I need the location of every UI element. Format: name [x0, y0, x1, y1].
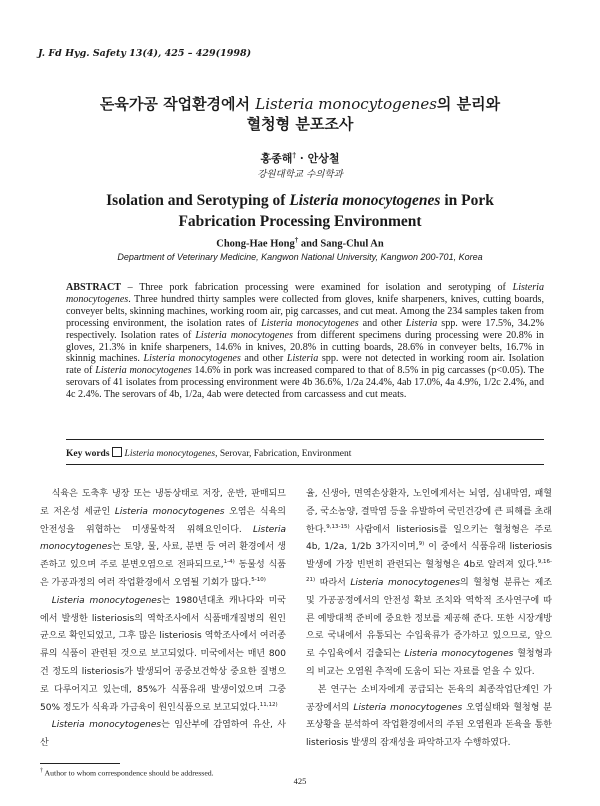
body-text: 율, 신생아, 면역손상환자, 노인에게서는 뇌염, 심내막염, 패혈증, 국소농양, 결막염 등을 유발하여 국민건강에 큰 피해를 초래한다.: [306, 489, 552, 535]
paragraph: [40, 486, 286, 593]
citation: 1-4): [223, 559, 235, 566]
keywords-bottom-divider: [66, 464, 544, 465]
body-text: 는 1980년대초 캐나다와 미국에서 발생한 listeriosis의 역학조사에서 식품매개질병의 원인균으로 확인되었고, 그후 많은 listeriosis 역학조사에서 여러종류의 식품이 관련된 것으로 보고되었다. 미국에서는 매년 800건 정도의 listeriosis가 발생되어 공중보건학상 중요한 질병으로 다루어지고 있는데, 85%가 식품유래 발생이었으며 그중 50% 정도가 식육과 가금육이 원인식품으로 보고되었다.: [40, 595, 286, 713]
english-title-text: in Pork: [440, 192, 494, 209]
species-name: Listeria monocytogenes: [143, 353, 241, 365]
korean-title-species: Listeria monocytogenes: [255, 95, 437, 113]
body-text: 는 임산부에 감염하여 유산, 사산: [40, 720, 286, 749]
keywords: [66, 447, 351, 459]
korean-authors: [40, 150, 560, 166]
species-name: Listeria monocytogenes: [114, 506, 225, 517]
body-text: 따라서: [315, 577, 351, 588]
species-name: Listeria: [405, 317, 438, 329]
korean-title-text: 돈육가공 작업환경에서: [99, 95, 256, 113]
body-text: 는 토양, 물, 사료, 분변 등 여러 환경에서 생존하고 있으며 주로 분변오염으로 전파되므로,: [40, 542, 286, 571]
body-text: 식육은 도축후 냉장 또는 냉동상태로 저장, 운반, 판매되므로 저온성 세균인: [40, 489, 286, 517]
abstract-text: from different specimens during processing were 20.8% in gloves, 21.3% in knife sharpeners, 14.6% in knives, 20.8% in cutting boards, 28.6% in conveyer belts, 16.7% in skinnig machines.: [66, 329, 544, 365]
species-name: Listeria monocytogenes: [261, 317, 359, 329]
korean-affiliation: 강원대학교 수의학과: [257, 169, 343, 180]
correspondence-mark: †: [292, 150, 297, 160]
journal-citation: J. Fd Hyg. Safety 13(4), 425 – 429(1998): [38, 48, 252, 59]
left-column: [40, 486, 286, 753]
species-name: Listeria monocytogenes: [353, 702, 463, 713]
species-name: Listeria monocytogenes: [404, 649, 514, 660]
species-name: Listeria monocytogenes: [95, 365, 192, 377]
english-authors: [40, 236, 560, 250]
correspondence-mark: †: [294, 236, 299, 244]
citation: 9,16-21): [306, 559, 552, 583]
species-name: Listeria monocytogenes: [40, 524, 286, 553]
author-1: Chong-Hae Hong: [216, 238, 295, 250]
keywords-top-divider: [66, 439, 544, 440]
english-affiliation: Department of Veterinary Medicine, Kangwon National University, Kangwon 200-701, Korea: [117, 252, 483, 262]
abstract: [66, 282, 544, 401]
species-name: Listeria monocytogenes: [195, 329, 293, 341]
body-text: 의 혈청형 분류는 제조 및 가공공정에서의 안전성 확보 조치와 역학적 조사연구에 따른 예방대책 준비에 중요한 정보를 제공해 준다. 또한 시장개방으로 국내에서 유통되는 수입육류가 증가하고 있으므로, 앞으로 수입육에서 검출되는: [306, 577, 552, 660]
abstract-text: 14.6% in pork was increased compared to that of 8.5% in pig carcasses (p<0.05). The serovars of 41 isolates from processing environment were 4b 36.6%, 1/2a 24.4%, 4ab 17.0%, 4a 4.9%, 1/2c 2.4%, and 4c 2.4%. The serovars of 4b, 1/2a, 4ab were detected from carcassess and cut meats.: [66, 365, 544, 401]
body-text: 오염실태와 혈청형 분포상황을 분석하여 작업환경에서의 주된 오염원과 돈육을 통한 listeriosis 발생의 잠재성을 파악하고자 수행하였다.: [306, 702, 552, 749]
citation: 5-10): [251, 576, 266, 583]
korean-title-text: 의 분리와: [436, 95, 501, 113]
page-number: 425: [293, 776, 307, 786]
footnote-divider: [40, 763, 120, 764]
abstract-heading: ABSTRACT: [66, 282, 121, 293]
korean-title: [40, 94, 560, 134]
citation: 9,13-15): [326, 523, 350, 530]
body-text: 혈청형과의 비교는 오염원 추적에 도움이 되는 자료를 얻을 수 있다.: [306, 649, 552, 677]
abstract-text: spp. were 17.5%, 34.2% respectively. Isolation rates of: [66, 317, 544, 341]
abstract-text: . Three hundred thirty samples were collected from gloves, knife sharpeners, knives, cutting boards, conveyer belts, skinning machines, working room air, pig carcasses, and cut meat. Among the 234 samples taken from processing environment, the isolation rates of: [66, 293, 544, 329]
keywords-rest: , Serovar, Fabrication, Environment: [215, 449, 352, 459]
keywords-label: Key words: [66, 449, 110, 459]
author-separator: ·: [296, 152, 308, 165]
body-text: 오염은 식육의 안전성을 위협하는 미생물학적 위해요인이다.: [40, 506, 286, 535]
footnote-text: Author to whom correspondence should be addressed.: [43, 768, 214, 778]
species-name: Listeria monocytogenes: [51, 595, 162, 606]
citation: 9): [418, 541, 425, 548]
abstract-text: spp. were not detected in working room air. Isolation rate of: [66, 353, 544, 377]
species-name: Listeria: [286, 353, 319, 365]
abstract-text: – Three pork fabrication processing were examined for isolation and serotyping of: [120, 282, 513, 293]
paragraph: [40, 717, 286, 753]
english-title: [40, 190, 560, 232]
correspondence-mark: †: [40, 768, 43, 774]
body-text: 동물성 식품은 가공과정의 여러 작업환경에서 오염될 기회가 많다.: [40, 560, 286, 588]
citation: 11,12): [259, 701, 278, 708]
abstract-text: and other: [358, 317, 406, 329]
korean-title-line2: 혈청형 분포조사: [246, 115, 354, 133]
species-name: Listeria monocytogenes: [350, 577, 460, 588]
keywords-species: Listeria monocytogenes: [124, 449, 216, 459]
paragraph: [306, 486, 552, 682]
checkbox-icon: [112, 447, 122, 457]
paragraph: [306, 682, 552, 753]
author-rest: and Sang-Chul An: [298, 238, 384, 250]
author-1: 홍종해: [260, 152, 293, 165]
english-title-species: Listeria monocytogenes: [289, 192, 441, 209]
body-text: 본 연구는 소비자에게 공급되는 돈육의 최종작업단계인 가공장에서의: [306, 684, 552, 713]
paragraph: [40, 593, 286, 718]
body-text: 이 중에서 식품유래 listeriosis 발생에 가장 빈번히 관련되는 혈청형은 4b로 알려져 있다.: [306, 542, 552, 571]
abstract-text: and other: [240, 353, 287, 365]
species-name: Listeria monocytogenes: [51, 720, 162, 731]
english-title-text: Isolation and Serotyping of: [106, 192, 290, 209]
right-column: [306, 486, 552, 753]
english-title-line2: Fabrication Processing Environment: [178, 213, 422, 230]
author-2: 안상철: [307, 152, 340, 165]
body-text: 사람에서 listeriosis를 일으키는 혈청형은 주로 4b, 1/2a, 1/2b 3가지이며,: [306, 524, 552, 553]
species-name: Listeria monocytogenes: [66, 282, 544, 305]
